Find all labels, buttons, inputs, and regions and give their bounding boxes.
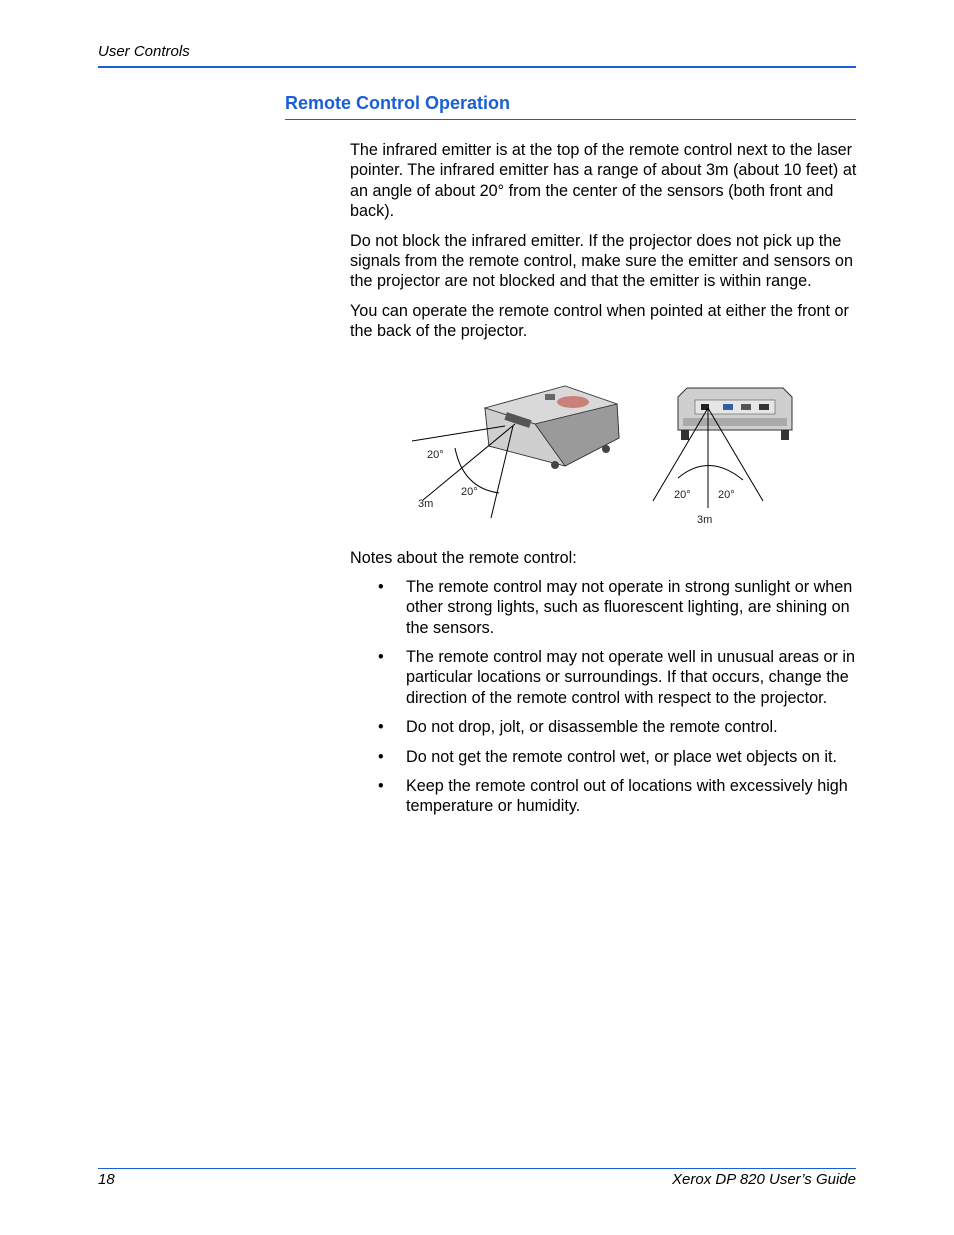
projector-back-illustration <box>678 388 792 440</box>
note-text: Keep the remote control out of locations with excessively high temperature or humidity. <box>406 777 848 816</box>
body-text <box>350 140 860 351</box>
bullet-icon: • <box>378 747 384 766</box>
list-item <box>350 577 860 638</box>
paragraph-emitter-range: The infrared emitter is at the top of the remote control next to the laser pointer. The infrared emitter has a range of about 3m (about 10 feet) at an angle of about 20° from the center of the sensors (both front and back). <box>350 141 857 220</box>
front-range-label: 3m <box>418 498 434 510</box>
remote-range-figure <box>405 380 825 530</box>
list-item <box>350 747 860 767</box>
footer-rule <box>98 1168 856 1169</box>
notes-intro: Notes about the remote control: <box>350 549 577 567</box>
bullet-icon: • <box>378 718 384 737</box>
front-angle-bottom-label: 20° <box>461 486 478 498</box>
list-item <box>350 776 860 817</box>
back-angle-left-label: 20° <box>674 489 691 501</box>
note-text: The remote control may not operate in strong sunlight or when other strong lights, such as fluorescent lighting, are shining on the sensors. <box>406 578 853 637</box>
note-text: Do not get the remote control wet, or place wet objects on it. <box>406 747 837 766</box>
page-number: 18 <box>98 1171 115 1188</box>
paragraph-do-not-block: Do not block the infrared emitter. If the projector does not pick up the signals from the remote control, make sure the emitter and sensors on the projector are not blocked and that the emitter is within range. <box>350 231 853 291</box>
header-rule <box>98 66 856 68</box>
notes-list <box>350 577 860 826</box>
paragraph-front-or-back: You can operate the remote control when pointed at either the front or the back of the projector. <box>350 302 849 341</box>
bullet-icon: • <box>378 578 384 596</box>
note-text: Do not drop, jolt, or disassemble the remote control. <box>406 718 778 737</box>
list-item <box>350 647 860 708</box>
projector-front-illustration <box>485 386 619 469</box>
bullet-icon: • <box>378 777 384 796</box>
title-rule <box>285 119 856 120</box>
note-text: The remote control may not operate well in unusual areas or in particular locations or surroundings. If that occurs, change the direction of the remote control with respect to the projector. <box>406 648 855 707</box>
bullet-icon: • <box>378 648 384 667</box>
section-title: Remote Control Operation <box>285 93 511 113</box>
list-item <box>350 717 860 737</box>
guide-title: Xerox DP 820 User’s Guide <box>672 1171 856 1188</box>
back-range-label: 3m <box>697 514 713 526</box>
back-angle-right-label: 20° <box>718 489 735 501</box>
running-header: User Controls <box>98 43 190 60</box>
front-angle-top-label: 20° <box>427 449 444 461</box>
